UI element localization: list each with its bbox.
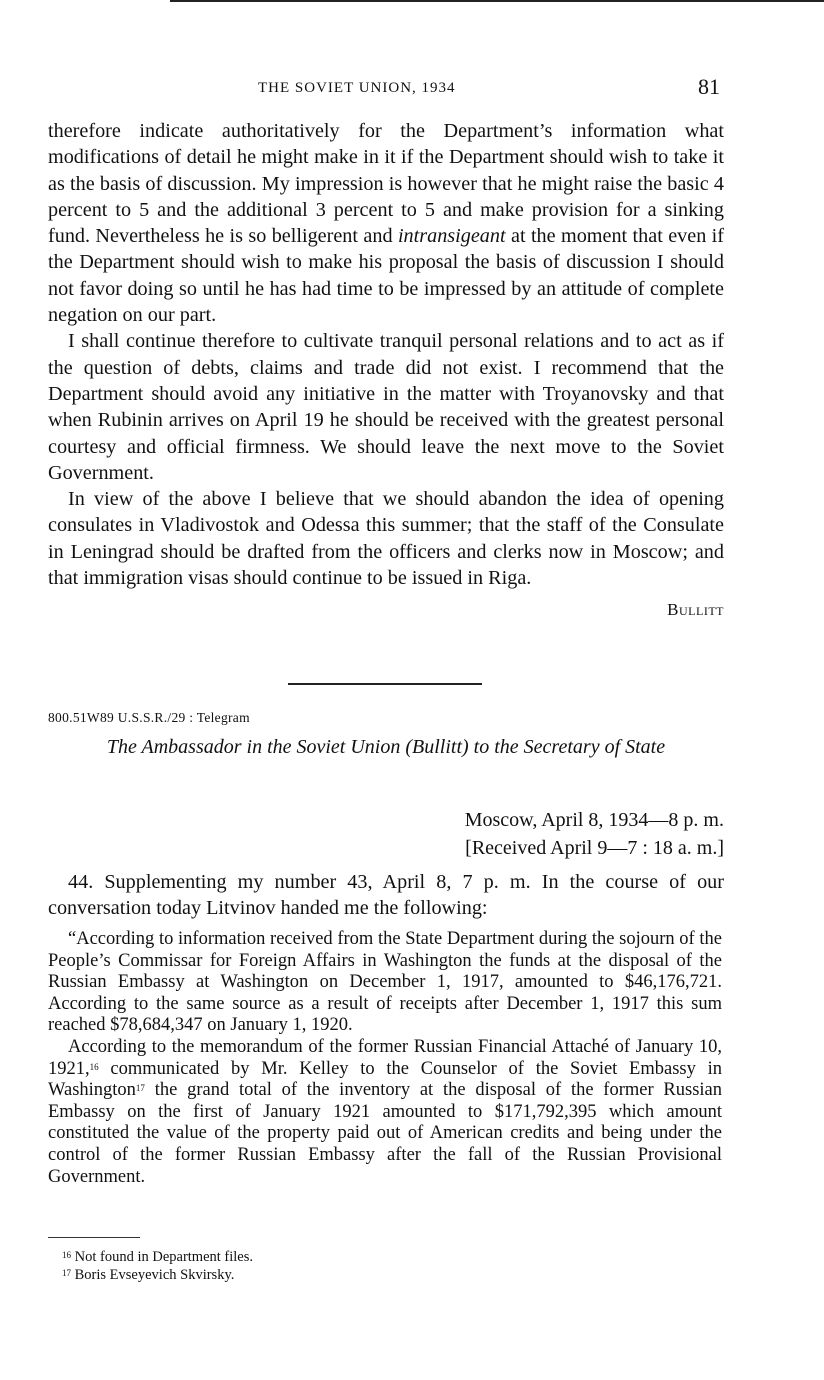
section-divider [288,683,482,685]
quote-paragraph: “According to information received from the State Department during the sojourn of the People’s Commissar for Foreign Affairs in Washington the funds at the disposal of the Russian Embassy at Washington on December 1, 1917, amounted to $46,176,721. According to the same source as a result of receipts after December 1, 1917 this sum reached $78,684,347 on January 1, 1920. [48,929,722,1036]
footnotes [62,1248,253,1284]
footnote-mark: 16 [62,1250,71,1260]
footnote-ref[interactable]: 17 [135,1083,145,1094]
footnote-ref[interactable]: 16 [89,1061,99,1072]
paragraph: In view of the above I believe that we should abandon the idea of opening consulates in Vladivostok and Odessa this summer; that the staff of the Consulate in Leningrad should be drafted from the officers and clerks now in Moscow; and that immigration visas should continue to be issued in Riga. [48,488,724,590]
received-line: [Received April 9—7 : 18 a. m.] [465,837,724,859]
file-reference: 800.51W89 U.S.S.R./29 : Telegram [48,710,250,725]
continuation-text [48,118,724,624]
running-head: THE SOVIET UNION, 1934 [258,80,456,96]
footnote-divider [48,1237,140,1238]
telegram-opening [48,869,724,921]
dateline: Moscow, April 8, 1934—8 p. m. [464,809,724,831]
paragraph: 44. Supplementing my number 43, April 8, 7 p. m. In the course of our conversation today Litvinov handed me the following: [48,871,724,919]
page-header [48,74,722,104]
document-title: The Ambassador in the Soviet Union (Bullitt) to the Secretary of State [106,736,666,758]
page-number: 81 [698,74,720,99]
footnote: $^{17}$ Boris Evseyevich Skvirsky. [62,1267,235,1283]
paragraph: I shall continue therefore to cultivate tranquil personal relations and to act as if the question of debts, claims and trade did not exist. I recommend that the Department should avoid any initiative in the matter with Troyanovsky and that when Rubinin arrives on April 19 he should be received with the greatest personal courtesy and official firmness. We should leave the next move to the Soviet Government. [48,330,724,484]
quoted-memorandum [48,929,722,1188]
signature: Bullitt [667,600,724,620]
top-border-line [170,0,824,2]
footnote-mark: 17 [62,1268,71,1278]
paragraph-continued: therefore indicate authoritatively for the Department’s information what modifications of detail he might make in it if the Department should wish to take it as the basis of discussion. My impression is however that he might raise the basic 4 percent to 5 and the additional 3 percent to 5 and make provision for a sinking fund. Nevertheless he is so belligerent and intransigeant at the moment that even if the Department should wish to make his proposal the basis of discussion I should not favor doing so until he has had time to be impressed by an attitude of complete negation on our part. [48,120,725,327]
dateline-block [465,806,724,862]
italic-term: intransigeant [397,225,506,248]
quote-paragraph: According to the memorandum of the former Russian Financial Attaché of January 10, 1921,16 communicated by Mr. Kelley to the Counselor of the Soviet Embassy in Washington$^{17}$ the grand total of the inventory at the disposal of the former Russian Embassy on the first of January 1921 amounted to $171,792,395 which amount constituted the value of the property paid out of American credits and being under the control of the former Russian Embassy after the fall of the Russian Provisional Government. [48,1036,723,1187]
footnote: $^{16}$ Not found in Department files. [62,1249,254,1265]
